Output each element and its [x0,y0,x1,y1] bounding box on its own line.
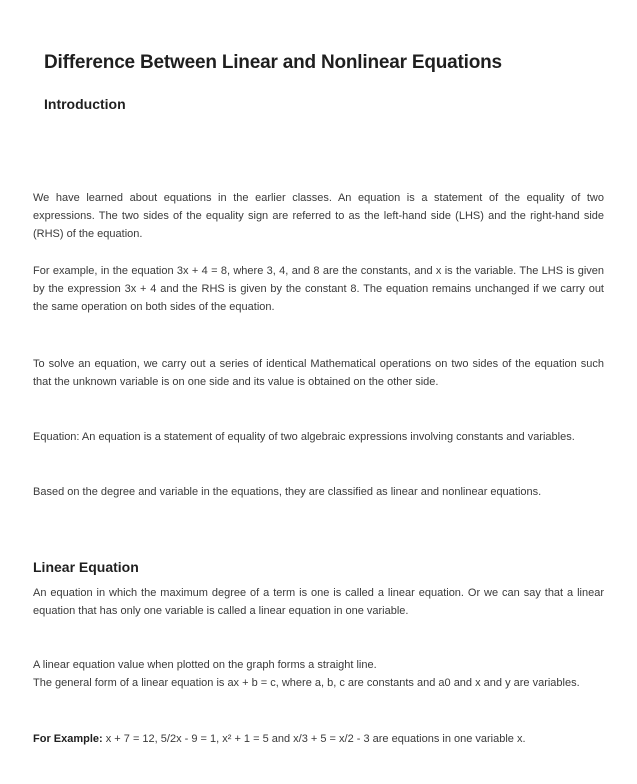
linear-paragraph-1: An equation in which the maximum degree of a term is one is called a linear equation. Or we can say that a linear equation that has only one variable is called a linear equation in one variable. [33,587,604,617]
intro-paragraph-1: We have learned about equations in the earlier classes. An equation is a statement of the equality of two expressions. The two sides of the equality sign are referred to as the left-hand side (LHS) and the right-hand side (RHS) of the equation. [33,192,604,240]
example-label: For Example: [33,733,103,745]
linear-paragraph-2-line-2: The general form of a linear equation is ax + b = c, where a, b, c are constants and a0 and x and y are variables. [33,677,580,689]
linear-example [33,730,604,748]
page-title: Difference Between Linear and Nonlinear Equations [44,52,502,73]
section-heading-introduction: Introduction [44,96,126,112]
intro-paragraph-5: Based on the degree and variable in the equations, they are classified as linear and nonlinear equations. [33,486,542,498]
intro-paragraph-3: To solve an equation, we carry out a series of identical Mathematical operations on two sides of the equation such that the unknown variable is on one side and its value is obtained on the other side. [33,358,604,388]
intro-paragraph-4: Equation: An equation is a statement of equality of two algebraic expressions involving constants and variables. [33,431,575,443]
linear-paragraph-2-line-1: A linear equation value when plotted on the graph forms a straight line. [33,659,377,671]
section-heading-linear-equation: Linear Equation [33,559,139,575]
intro-paragraph-2: For example, in the equation 3x + 4 = 8, where 3, 4, and 8 are the constants, and x is the variable. The LHS is given by the expression 3x + 4 and the RHS is given by the constant 8. The equation remains unchanged if we carry out the same operation on both sides of the equation. [33,265,604,313]
linear-paragraph-2 [33,656,604,692]
example-text: x + 7 = 12, 5/2x - 9 = 1, x² + 1 = 5 and x/3 + 5 = x/2 - 3 are equations in one variable x. [102,733,526,745]
